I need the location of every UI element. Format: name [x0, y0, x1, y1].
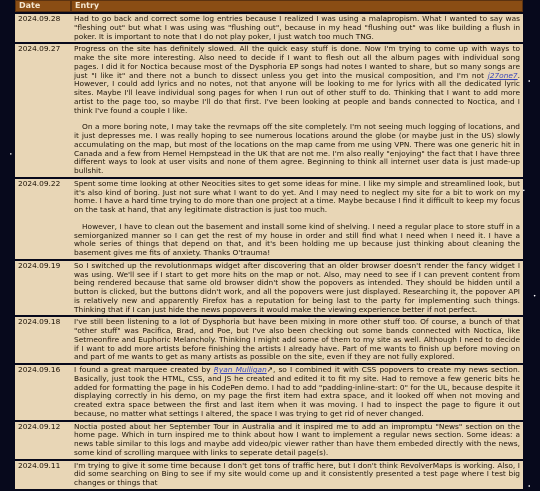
log-body [15, 14, 523, 489]
log-entry-row [15, 317, 523, 363]
log-entry-row [15, 14, 523, 42]
log-paragraph: I've still been listening to a lot of Dysphoria but have been mixing in more other stuff too. Of course, a bunch of that "other stuff" was Pacifica, Brad, and Poe, but I've also been checking out some bands connected with Noctica, like Setmeonfire and Euphoric Melancholy. Thinking I might add some of them to my site as well. Although I need to decide if I want to add more artists before finishing the artists I already have. Part of me wants to finish up before moving on and part of me wants to get as many artists as possible on the site, even if they are not fully explored. [74, 317, 520, 362]
log-paragraph: Spent some time looking at other Neocities sites to get some ideas for mine. I like my simple and streamlined look, but it's also kind of boring. Just not sure what I want to do yet. And I may need to neglect my site for a bit to work on my home. I have a hard time trying to do more than one project at a time. Maybe because I find it difficult to keep my focus on the task at hand, that any legitimate distraction is just too much. [74, 178, 520, 214]
log-paragraph: Had to go back and correct some log entries because I realized I was using a malapropism. What I wanted to say was "fleshing out" but what I was using was "flushing out", because in my head "flushing out" was like building a flush in poker. It is important to note that I do not play poker, I just watch too much TNG. [74, 14, 520, 41]
log-entry-row [15, 422, 523, 459]
log-entry-date: 2024.09.12 [15, 422, 71, 459]
log-entry-date: 2024.09.27 [15, 44, 71, 177]
log-entry-row [15, 261, 523, 316]
log-entry-text [71, 261, 523, 316]
log-entry-row [15, 461, 523, 489]
log-entry-date: 2024.09.16 [15, 365, 71, 420]
date-column-header: Date [15, 0, 71, 12]
j27one7-link[interactable]: j27one7 [487, 70, 518, 80]
log-paragraph: However, I have to clean out the basement and install some kind of shelving. I need a regular place to store stuff in a semiorganized manner so I can get the rest of my house in order and still find what I need when I need it. I have a whole series of things that depend on that, and it's been holding me up because just thinking about cleaning the basement gives me fits of anxiety. Thanks O'trauma! [74, 221, 520, 257]
log-entry-date: 2024.09.28 [15, 14, 71, 42]
log-paragraph: I'm trying to give it some time because I don't get tons of traffic here, but I don't think RevolverMaps is working. Also, I did some searching on Bing to see if my site would come up and it consistently presented a test page where I test big changes or things that [74, 460, 520, 487]
log-entry-row [15, 44, 523, 177]
log-entry-text [71, 422, 523, 459]
log-entry-text [71, 461, 523, 489]
log-entry-date: 2024.09.18 [15, 317, 71, 363]
log-entry-date: 2024.09.22 [15, 179, 71, 259]
log-entry-date: 2024.09.19 [15, 261, 71, 316]
log-entry-row [15, 179, 523, 259]
log-entry-date: 2024.09.11 [15, 461, 71, 489]
log-entry-row [15, 365, 523, 420]
log-entry-text [71, 365, 523, 420]
log-paragraph: Noctia posted about her September Tour in Australia and it inspired me to add an impromptu "News" section on the home page. Which in turn inspired me to think about how I want to implement a regular news section. Some ideas: a news table similar to this logs and maybe add video/pic viewer rather than have them embeded directly with the news, some kind of scrolling marquee with links to seperate detail page(s). [74, 421, 520, 457]
log-entry-text [71, 44, 523, 177]
log-paragraph: Progress on the site has definitely slowed. All the quick easy stuff is done. Now I'm trying to come up with ways to make the site more interesting. Also need to decide if I want to flesh out all the album pages with individual song pages. I did it for Noctica because most of the Dysphoria EP songs had notes I wanted to share, but so many songs are just "I like it" and there not a bunch to dissect unless you get into the musical composition, and I'm not j27one7. However, I could add lyrics and no notes, not that anyone will be looking to me for lyrics with all the dedicated lyric sites. Maybe I'll leave individual song pages for when I run out of other stuff to do. Thinking that I want to add more artist to the page too, so maybe I'll do that first. I've been looking at people and bands connected to Noctica, and I think I've found a couple I like. [74, 44, 520, 115]
log-entry-text [71, 179, 523, 259]
log-header-row [15, 0, 523, 12]
log-paragraph: On a more boring note, I may take the revmaps off the site completely. I'm not seeing much logging of locations, and it just depresses me. I was really hoping to see numerous locations around the globe (or maybe just in the US) slowly accumulating on the map, but most of the locations on the map came from me using VPN. There was one generic hit in Canada and a few from Hemel Hempstead in the UK that are not me. I'm also really "enjoying" the fact that I have three different ways to look at user visits and none of them agree. Beginning to think all internet user data is just made-up bullshit. [74, 122, 520, 175]
ryan-mulligan-link[interactable]: Ryan Mulligan [213, 365, 267, 374]
log-entry-text [71, 14, 523, 42]
log-table [15, 0, 523, 491]
entry-column-header: Entry [71, 0, 523, 12]
log-paragraph: So I switched up the revolutionmaps widget after discovering that an older browser doesn't render the fancy widget I was using. We'll see if I start to get more hits on the map or not. Also, may need to see if I can prevent content from being rendered because that same old browser didn't show the popovers as intended. They should be hidden until a button is clicked, but the buttons didn't work, and all the popovers were just displayed. Researching it, the popover API is relatively new and apparently Firefox has a reputation for being last to the party for implementing such things. Thinking that if I can just hide the news popovers it would make the viewing experience better if not perfect. [74, 260, 520, 314]
log-entry-text [71, 317, 523, 363]
log-paragraph: I found a great marquee created by Ryan Mulligan↗, so I combined it with CSS popovers to create my news section. Basically, just took the HTML, CSS, and JS he created and edited it to fit my site. Had to remove a few generic bits he added for formatting the page in his CodePen demo. I had to add "padding-inline-start: 0" for the UL, because despite it displaying correctly in his demo, on my page the first item had extra space, and it looked off when not moving and created extra space between the first and last item when it was moving. I had to inspect the page to figure it out because, no matter what settings I altered, the space I was trying to get rid of never changed. [74, 365, 520, 418]
